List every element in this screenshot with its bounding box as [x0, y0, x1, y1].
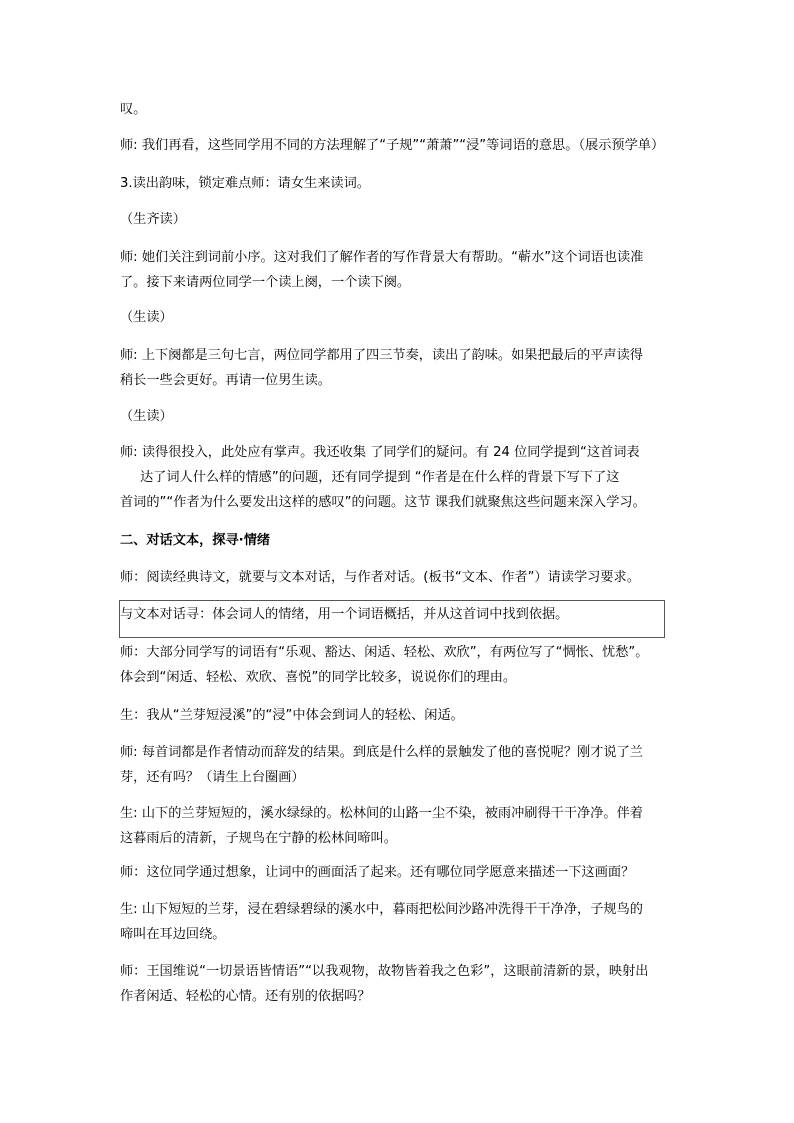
paragraph-4	[120, 245, 680, 295]
paragraph-1	[120, 133, 680, 158]
text-line: 师: 她们关注到词前小序。这对我们了解作者的写作背景大有帮助。“蕲水”这个词语也读准	[120, 250, 644, 265]
text-line: （生读）	[120, 409, 173, 424]
text-line: 这暮雨后的清新，子规鸟在宁静的松林间啼叫。	[120, 831, 397, 846]
text-line: 师：大部分同学写的词语有“乐观、豁达、闲适、轻松、欢欣”，有两位写了“惆怅、忧愁”。	[120, 645, 649, 660]
learning-requirement-text: 与文本对话寻：体会词人的情绪，用一个词语概括，并从这首词中找到依据。	[120, 607, 569, 622]
paragraph-3	[120, 207, 680, 232]
paragraph-13	[120, 740, 680, 790]
text-line: 首词的”“作者为什么要发出这样的感叹”的问题。这节 课我们就聚焦这些问题来深入学习。	[120, 495, 646, 510]
text-line: 师: 每首词都是作者情动而辞发的结果。到底是什么样的景触发了他的喜悦呢？刚才说了兰	[120, 745, 643, 760]
section-heading	[120, 528, 680, 553]
paragraph-10	[120, 565, 680, 590]
text-line: 师：阅读经典诗文，就要与文本对话，与作者对话。(板书“文本、作者”）请读学习要求。	[120, 570, 640, 585]
text-line: 体会到“闲适、轻松、欢欣、喜悦”的同学比较多，说说你们的理由。	[120, 670, 517, 685]
paragraph-14	[120, 801, 680, 851]
learning-requirement-box	[119, 600, 665, 638]
text-line: 生：我从“兰芽短浸溪”的“浸”中体会到词人的轻松、闲适。	[120, 708, 464, 723]
text-line: （生齐读）	[120, 212, 186, 227]
paragraph-11	[120, 640, 680, 690]
paragraph-0	[120, 97, 680, 122]
text-line: 师：王国维说“一切景语皆情语”“以我观物，故物皆着我之色彩”，这眼前清新的景，映射出	[120, 964, 649, 979]
text-line: 达了词人什么样的情感”的问题，还有同学提到 “作者是在什么样的背景下写下了这	[140, 470, 620, 485]
text-line: 生: 山下短短的兰芽，浸在碧绿碧绿的溪水中，暮雨把松间沙路冲洗得干干净净，子规鸟的	[120, 902, 643, 917]
paragraph-16	[120, 897, 680, 947]
text-line: 师: 读得很投入，此处应有掌声。我还收集 了同学们的疑问。有 24 位同学提到“这首词表	[120, 445, 640, 460]
text-line: 师: 上下阕都是三句七言，两位同学都用了四三节奏，读出了韵味。如果把最后的平声读得	[120, 348, 643, 363]
text-line: 稍长一些会更好。再请一位男生读。	[120, 373, 331, 388]
text-line: 了。接下来请两位同学一个读上阕，一个读下阕。	[120, 275, 411, 290]
text-line: 3.读出韵味，锁定难点师：请女生来读词。	[120, 176, 370, 191]
text-line: 师：这位同学通过想象，让词中的画面活了起来。还有哪位同学愿意来描述一下这画面？	[120, 865, 635, 880]
text-line: （生读）	[120, 310, 173, 325]
text-line: 生: 山下的兰芽短短的，溪水绿绿的。松林间的山路一尘不染，被雨冲刷得干干净净。伴着	[120, 806, 643, 821]
paragraph-7	[120, 404, 680, 429]
paragraph-17	[120, 959, 680, 1009]
text-line: 芽，还有吗？（请生上台圈画）	[120, 770, 305, 785]
paragraph-5	[120, 305, 680, 330]
text-line: 啼叫在耳边回绕。	[120, 927, 226, 942]
text-line: 师: 我们再看，这些同学用不同的方法理解了“子规”“萧萧”“浸”等词语的意思。（展示预学单）	[120, 138, 665, 153]
paragraph-12	[120, 703, 680, 728]
paragraph-2	[120, 171, 680, 196]
text-line: 二、对话文本，探寻·情绪	[120, 533, 271, 548]
paragraph-6	[120, 343, 680, 393]
text-line: 叹。	[120, 102, 147, 117]
paragraph-15	[120, 860, 680, 885]
text-line: 作者闲适、轻松的心情。还有别的依据吗？	[120, 989, 371, 1004]
paragraph-8	[120, 440, 680, 515]
